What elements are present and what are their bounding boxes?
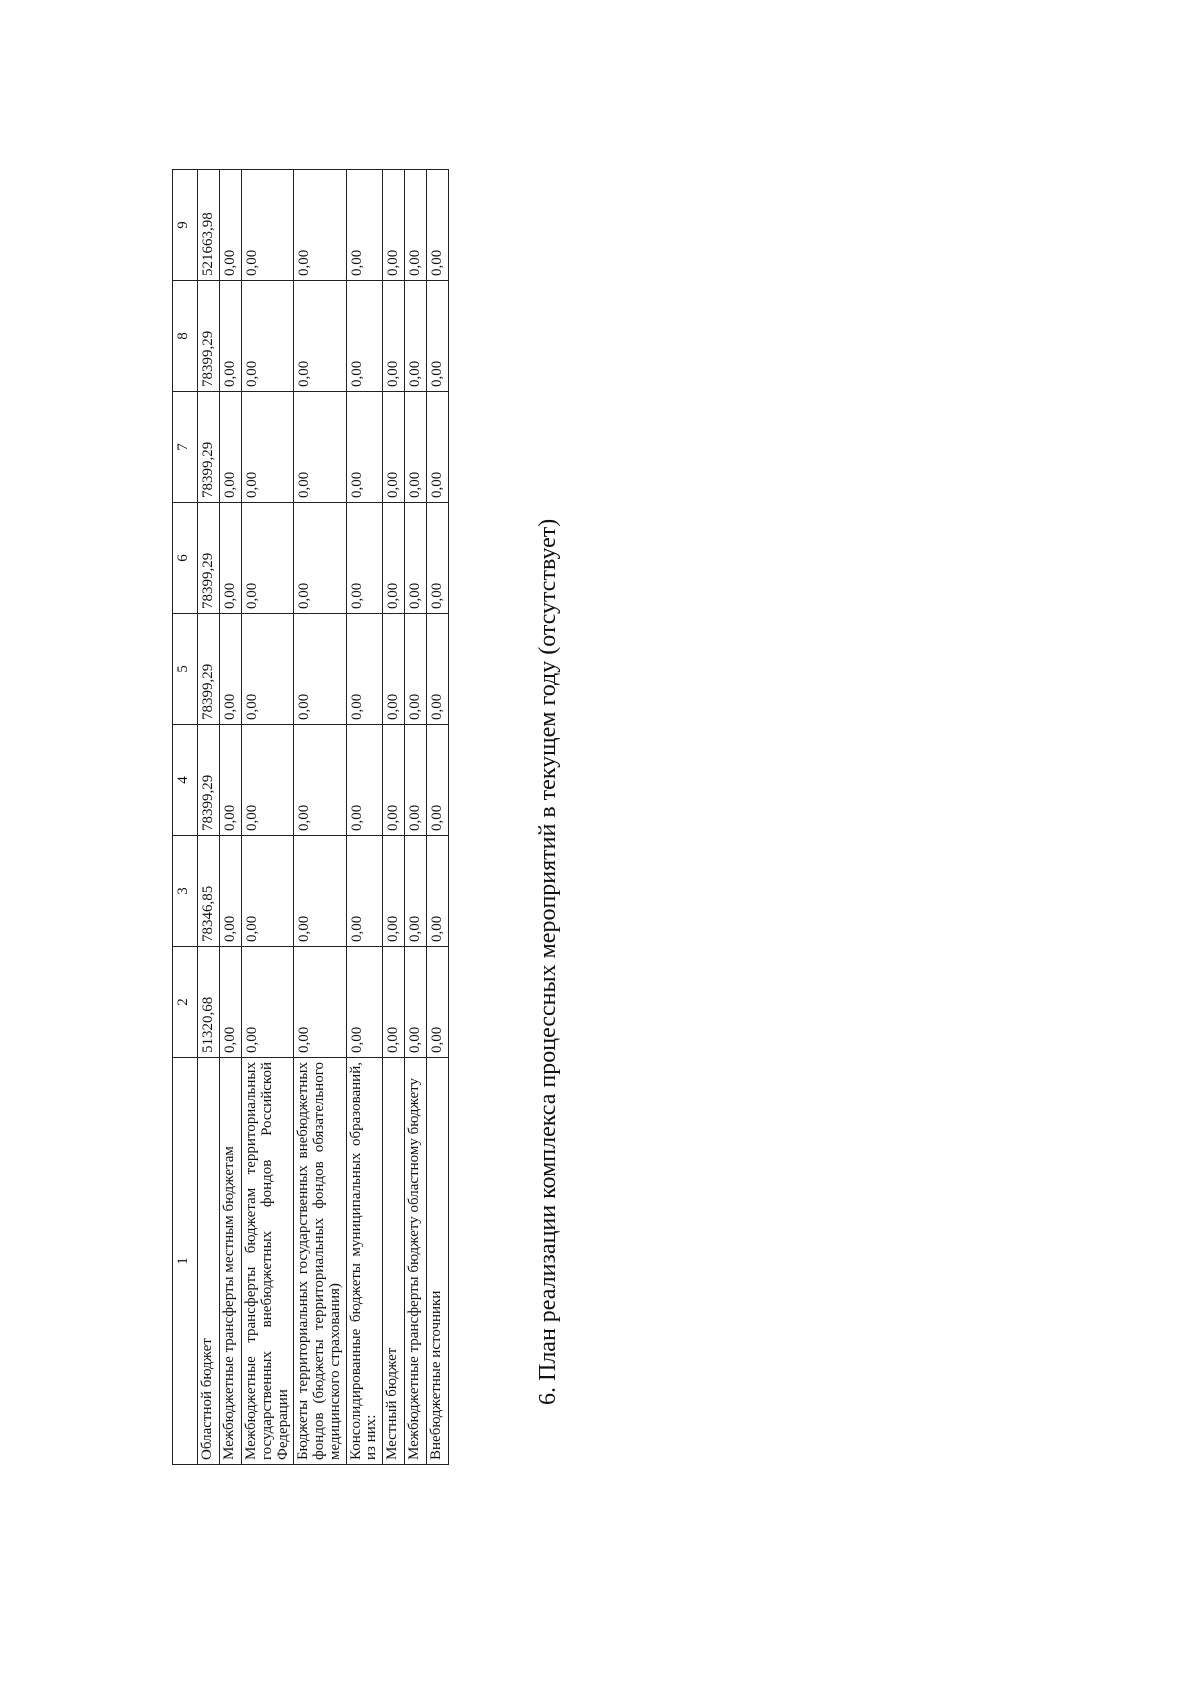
column-header: 4 (173, 725, 198, 836)
value-cell: 0,00 (220, 947, 242, 1058)
value-cell: 0,00 (383, 947, 405, 1058)
value-cell: 0,00 (220, 614, 242, 725)
value-cell: 0,00 (294, 503, 346, 614)
value-cell: 0,00 (427, 614, 449, 725)
value-cell: 0,00 (294, 614, 346, 725)
value-cell: 0,00 (405, 170, 427, 281)
value-cell: 0,00 (383, 614, 405, 725)
row-label-cell: Областной бюджет (198, 1058, 220, 1465)
table-row (383, 170, 405, 1465)
value-cell: 0,00 (346, 836, 383, 947)
value-cell: 0,00 (346, 725, 383, 836)
value-cell: 78399,29 (198, 392, 220, 503)
value-cell: 0,00 (220, 725, 242, 836)
row-label-cell: Консолидированные бюджеты муниципальных образований, из них: (346, 1058, 383, 1465)
value-cell: 0,00 (242, 170, 294, 281)
value-cell: 0,00 (427, 725, 449, 836)
value-cell: 0,00 (346, 503, 383, 614)
value-cell: 0,00 (405, 836, 427, 947)
value-cell: 0,00 (383, 392, 405, 503)
value-cell: 0,00 (242, 503, 294, 614)
value-cell: 0,00 (405, 947, 427, 1058)
value-cell: 78399,29 (198, 725, 220, 836)
value-cell: 0,00 (405, 281, 427, 392)
section-heading: 6. План реализации комплекса процессных мероприятий в текущем году (отсутствует) (535, 518, 561, 1405)
value-cell: 0,00 (242, 947, 294, 1058)
value-cell: 0,00 (427, 947, 449, 1058)
table-row (242, 170, 294, 1465)
value-cell: 0,00 (242, 614, 294, 725)
column-header: 9 (173, 170, 198, 281)
value-cell: 0,00 (242, 836, 294, 947)
value-cell: 0,00 (294, 725, 346, 836)
value-cell: 0,00 (383, 170, 405, 281)
row-label-cell: Бюджеты территориальных государственных внебюджетных фондов (бюджеты территориальных фондов обязательного медицинского страхования) (294, 1058, 346, 1465)
table-body (198, 170, 449, 1465)
value-cell: 78399,29 (198, 614, 220, 725)
value-cell: 78346,85 (198, 836, 220, 947)
value-cell: 0,00 (294, 392, 346, 503)
table-header-row (173, 170, 198, 1465)
value-cell: 51320,68 (198, 947, 220, 1058)
value-cell: 0,00 (346, 614, 383, 725)
value-cell: 0,00 (346, 392, 383, 503)
value-cell: 0,00 (346, 170, 383, 281)
value-cell: 0,00 (294, 170, 346, 281)
value-cell: 0,00 (427, 392, 449, 503)
value-cell: 78399,29 (198, 503, 220, 614)
column-header: 3 (173, 836, 198, 947)
value-cell: 0,00 (294, 836, 346, 947)
row-label-cell: Межбюджетные трансферты бюджетам территориальных государственных внебюджетных фондов Российской Федерации (242, 1058, 294, 1465)
column-header: 2 (173, 947, 198, 1058)
table-row (220, 170, 242, 1465)
table-row (198, 170, 220, 1465)
row-label-cell: Межбюджетные трансферты бюджету областному бюджету (405, 1058, 427, 1465)
value-cell: 521663,98 (198, 170, 220, 281)
table-row (294, 170, 346, 1465)
value-cell: 0,00 (220, 836, 242, 947)
value-cell: 0,00 (346, 281, 383, 392)
value-cell: 0,00 (427, 836, 449, 947)
column-header: 8 (173, 281, 198, 392)
value-cell: 0,00 (294, 947, 346, 1058)
value-cell: 0,00 (220, 281, 242, 392)
value-cell: 0,00 (405, 725, 427, 836)
value-cell: 0,00 (383, 503, 405, 614)
table-row (405, 170, 427, 1465)
row-label-cell: Местный бюджет (383, 1058, 405, 1465)
value-cell: 0,00 (427, 281, 449, 392)
value-cell: 0,00 (383, 836, 405, 947)
value-cell: 0,00 (294, 281, 346, 392)
value-cell: 0,00 (242, 392, 294, 503)
value-cell: 0,00 (220, 503, 242, 614)
budget-table (172, 169, 449, 1465)
row-label-cell: Межбюджетные трансферты местным бюджетам (220, 1058, 242, 1465)
column-header: 7 (173, 392, 198, 503)
value-cell: 0,00 (427, 503, 449, 614)
row-label-cell: Внебюджетные источники (427, 1058, 449, 1465)
column-header: 6 (173, 503, 198, 614)
column-header: 1 (173, 1058, 198, 1465)
value-cell: 0,00 (383, 281, 405, 392)
value-cell: 0,00 (405, 503, 427, 614)
value-cell: 0,00 (220, 392, 242, 503)
column-header: 5 (173, 614, 198, 725)
value-cell: 0,00 (242, 281, 294, 392)
table-row (346, 170, 383, 1465)
value-cell: 0,00 (242, 725, 294, 836)
value-cell: 0,00 (346, 947, 383, 1058)
value-cell: 0,00 (405, 614, 427, 725)
value-cell: 0,00 (220, 170, 242, 281)
value-cell: 0,00 (427, 170, 449, 281)
value-cell: 0,00 (405, 392, 427, 503)
value-cell: 78399,29 (198, 281, 220, 392)
value-cell: 0,00 (383, 725, 405, 836)
table-row (427, 170, 449, 1465)
